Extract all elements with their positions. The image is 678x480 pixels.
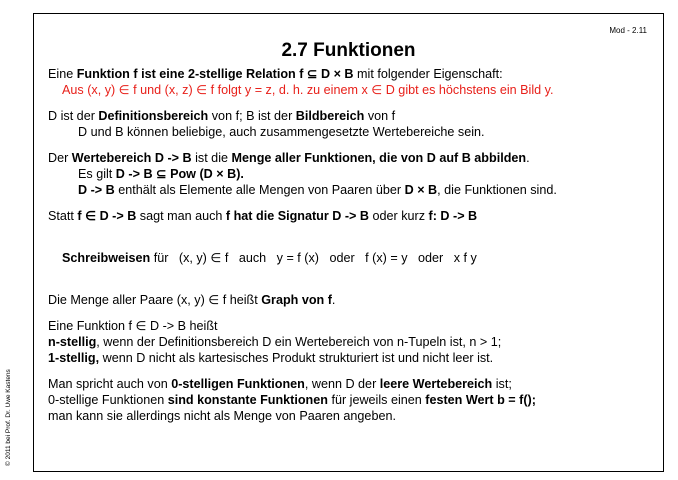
signature-line: Statt f ∈ D -> B sagt man auch f hat die Signatur D -> B oder kurz f: D -> B [48,209,478,223]
notation-line: Schreibweisen für (x, y) ∈ f auch y = f (x) oder f (x) = y oder x f y [62,251,477,265]
domain-range-note: D und B können beliebige, auch zusammengesetzte Wertebereiche sein. [78,125,485,139]
constant-functions-line: 0-stellige Funktionen sind konstante Funktionen für jeweils einen festen Wert b = f(); [48,393,536,407]
slide-content [48,66,653,424]
value-range-subset: Es gilt D -> B ⊆ Pow (D × B). [78,167,244,181]
domain-range-line: D ist der Definitionsbereich von f; B ist der Bildbereich von f [48,109,396,123]
value-range-definition: Der Wertebereich D -> B ist die Menge aller Funktionen, die von D auf B abbilden. [48,151,530,165]
value-range-elements: D -> B enthält als Elemente alle Mengen von Paaren über D × B, die Funktionen sind. [78,183,557,197]
n-ary-line: n-stellig, wenn der Definitionsbereich D ein Wertebereich von n-Tupeln ist, n > 1; [48,335,502,349]
unary-line: 1-stellig, wenn D nicht als kartesisches Produkt strukturiert ist und nicht leer ist. [48,351,494,365]
pairs-note-line: man kann sie allerdings nicht als Menge von Paaren angeben. [48,409,396,423]
page-number: Mod - 2.11 [609,26,647,35]
nullary-line: Man spricht auch von 0-stelligen Funktionen, wenn D der leere Wertebereich ist; [48,377,512,391]
arity-intro: Eine Funktion f ∈ D -> B heißt [48,319,218,333]
copyright-note: © 2011 bei Prof. Dr. Uwe Kastens [5,369,12,466]
function-property: Aus (x, y) ∈ f und (x, z) ∈ f folgt y = z, d. h. zu einem x ∈ D gibt es höchstens ein Bild y. [62,83,554,97]
page-title: 2.7 Funktionen [281,40,416,61]
function-definition: Eine Funktion f ist eine 2-stellige Relation f ⊆ D × B mit folgender Eigenschaft: [48,67,503,81]
graph-line: Die Menge aller Paare (x, y) ∈ f heißt Graph von f. [48,293,336,307]
